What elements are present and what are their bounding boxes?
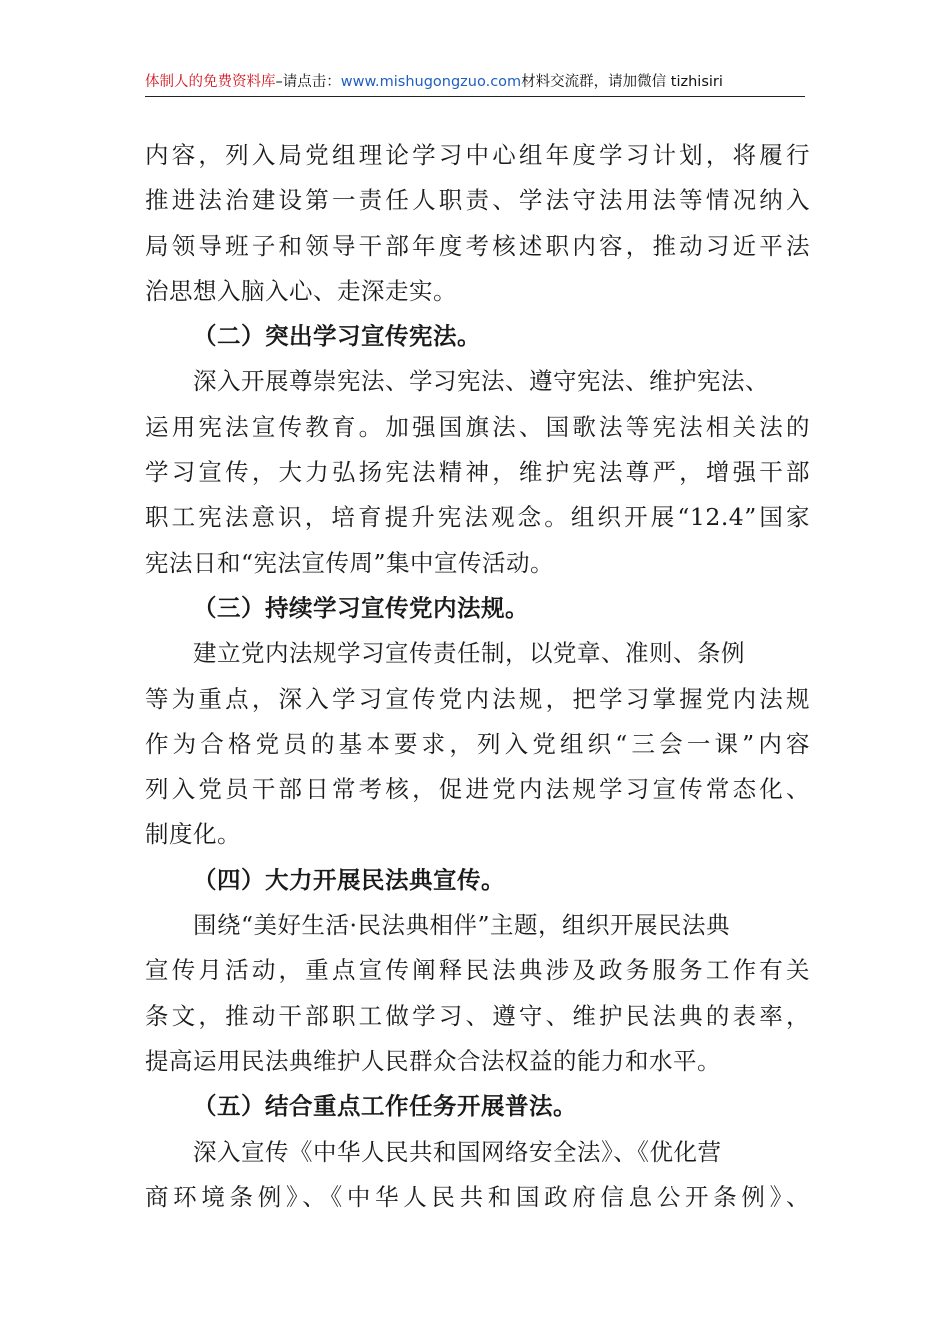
paragraph-line: 建立党内法规学习宣传责任制，以党章、准则、条例 <box>193 639 745 668</box>
paragraph-line: 制度化。 <box>145 820 241 849</box>
paragraph-line: 局领导班子和领导干部年度考核述职内容，推动习近平法 <box>145 231 810 260</box>
paragraph-line: 职工宪法意识，培育提升宪法观念。组织开展“12.4”国家 <box>145 503 810 532</box>
section-heading: （二）突出学习宣传宪法。 <box>193 322 481 351</box>
header-site-name: 体制人的免费资料库 <box>145 74 276 90</box>
paragraph-line: 运用宪法宣传教育。加强国旗法、国歌法等宪法相关法的 <box>145 412 810 441</box>
section-heading: （五）结合重点工作任务开展普法。 <box>193 1092 577 1121</box>
section-heading: （三）持续学习宣传党内法规。 <box>193 593 529 622</box>
paragraph-line: 条文，推动干部职工做学习、遵守、维护民法典的表率， <box>145 1001 810 1030</box>
paragraph-line: 列入党员干部日常考核，促进党内法规学习宣传常态化、 <box>145 775 810 804</box>
paragraph-line: 深入开展尊崇宪法、学习宪法、遵守宪法、维护宪法、 <box>193 367 769 396</box>
paragraph-line: 提高运用民法典维护人民群众合法权益的能力和水平。 <box>145 1046 721 1075</box>
paragraph-line: 学习宣传，大力弘扬宪法精神，维护宪法尊严，增强干部 <box>145 458 810 487</box>
section-heading: （四）大力开展民法典宣传。 <box>193 865 505 894</box>
paragraph-line: 深入宣传《中华人民共和国网络安全法》、《优化营 <box>193 1137 722 1166</box>
paragraph-line: 宪法日和“宪法宣传周”集中宣传活动。 <box>145 548 555 577</box>
paragraph-line: 商环境条例》、《中华人民共和国政府信息公开条例》、 <box>145 1182 810 1211</box>
paragraph-line: 作为合格党员的基本要求，列入党组织“三会一课”内容 <box>145 729 810 758</box>
header-prompt: –请点击： <box>275 74 341 90</box>
paragraph-line: 推进法治建设第一责任人职责、学法守法用法等情况纳入 <box>145 186 810 215</box>
paragraph-line: 治思想入脑入心、走深走实。 <box>145 276 457 305</box>
page-header <box>145 70 805 97</box>
header-link[interactable]: www.mishugongzuo.com <box>340 74 522 90</box>
document-body <box>145 133 810 1220</box>
paragraph-line: 宣传月活动，重点宣传阐释民法典涉及政务服务工作有关 <box>145 956 810 985</box>
paragraph-line: 围绕“美好生活·民法典相伴”主题，组织开展民法典 <box>193 911 730 940</box>
paragraph-line: 等为重点，深入学习宣传党内法规，把学习掌握党内法规 <box>145 684 810 713</box>
header-note: 材料交流群，请加微信 tizhisiri <box>521 74 723 90</box>
paragraph-line: 内容，列入局党组理论学习中心组年度学习计划，将履行 <box>145 141 810 169</box>
